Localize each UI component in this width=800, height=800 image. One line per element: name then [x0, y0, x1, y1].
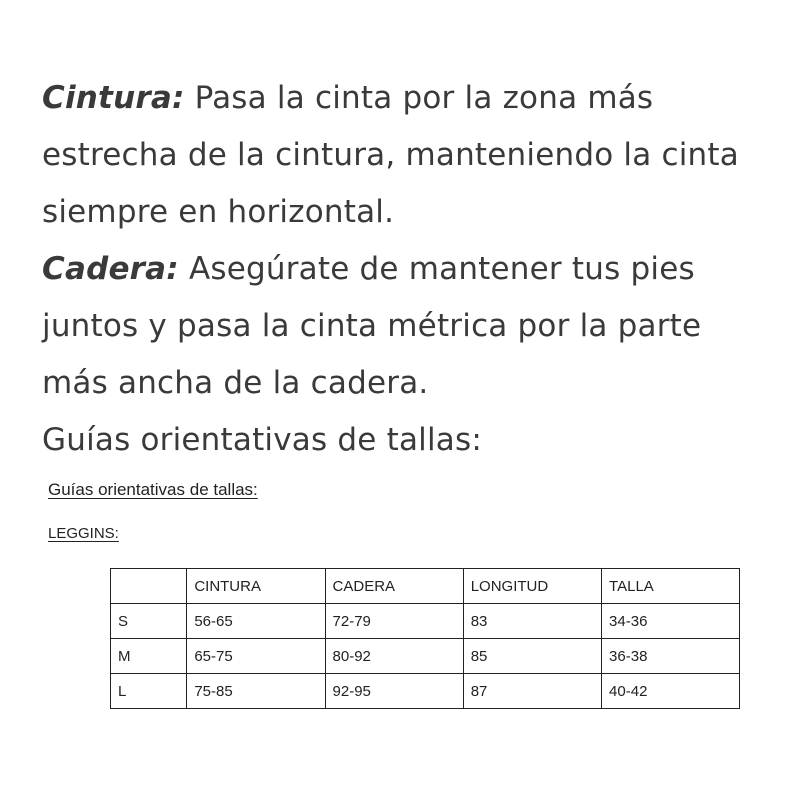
leggins-section-heading: LEGGINS:	[48, 525, 119, 542]
table-cell: 75-85	[187, 674, 325, 709]
hip-label: Cadera:	[42, 251, 179, 287]
table-cell: 85	[463, 639, 601, 674]
size-table	[110, 568, 740, 709]
header-cell-size	[111, 569, 187, 604]
size-guide-heading: Guías orientativas de tallas:	[48, 480, 258, 499]
table-cell: 65-75	[187, 639, 325, 674]
table-cell: S	[111, 604, 187, 639]
header-cell-longitud: LONGITUD	[463, 569, 601, 604]
table-header-row	[111, 569, 740, 604]
measuring-instructions	[42, 70, 762, 469]
table-cell: 80-92	[325, 639, 463, 674]
table-cell: 87	[463, 674, 601, 709]
hip-text: Asegúrate de mantener tus pies juntos y pasa la cinta métrica por la parte más ancha de la cadera.	[42, 251, 702, 401]
table-row	[111, 604, 740, 639]
table-cell: 36-38	[602, 639, 740, 674]
table-cell: 34-36	[602, 604, 740, 639]
header-cell-cadera: CADERA	[325, 569, 463, 604]
guide-line: Guías orientativas de tallas:	[42, 422, 482, 458]
waist-instruction	[42, 70, 762, 241]
table-cell: M	[111, 639, 187, 674]
table-cell: 56-65	[187, 604, 325, 639]
table-row	[111, 639, 740, 674]
table-cell: 83	[463, 604, 601, 639]
header-cell-talla: TALLA	[602, 569, 740, 604]
table-cell: 72-79	[325, 604, 463, 639]
header-cell-cintura: CINTURA	[187, 569, 325, 604]
table-cell: 40-42	[602, 674, 740, 709]
table-cell: L	[111, 674, 187, 709]
hip-instruction	[42, 241, 762, 412]
waist-label: Cintura:	[42, 80, 185, 116]
waist-text: Pasa la cinta por la zona más estrecha de la cintura, manteniendo la cinta siempre en horizontal.	[42, 80, 739, 230]
table-row	[111, 674, 740, 709]
table-cell: 92-95	[325, 674, 463, 709]
